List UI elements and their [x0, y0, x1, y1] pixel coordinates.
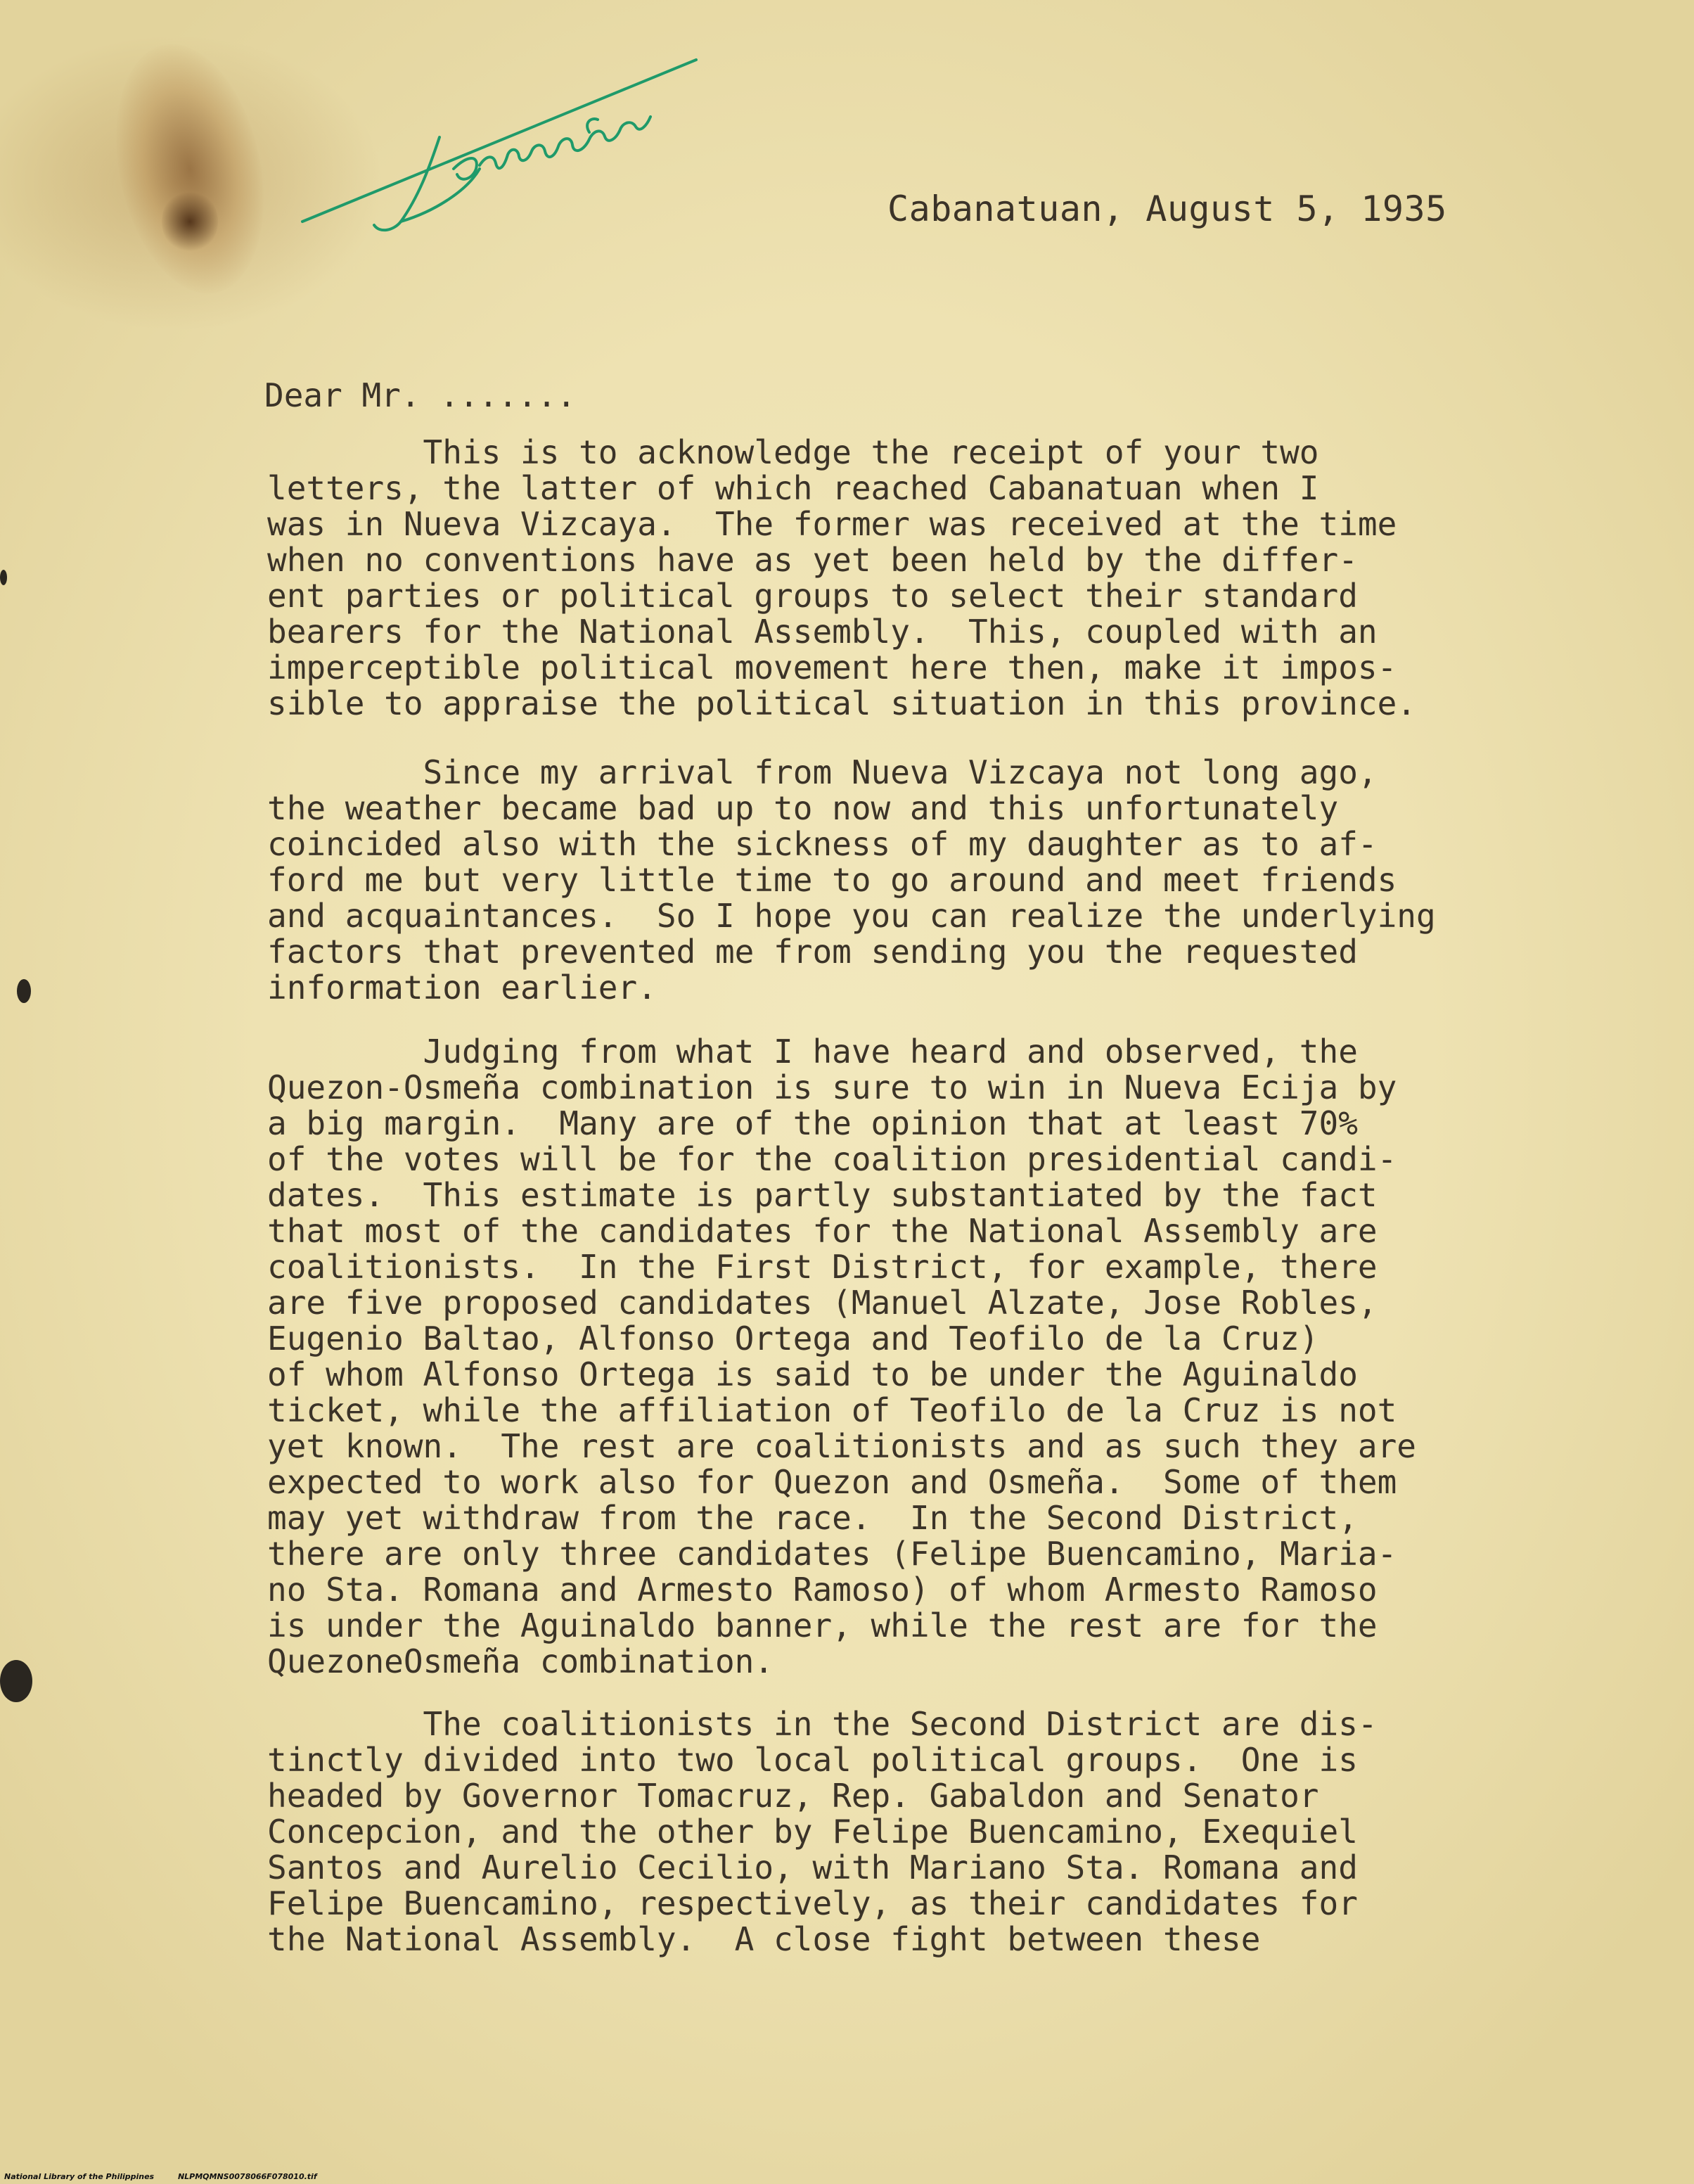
text-line: the weather became bad up to now and this unfortunately [267, 789, 1339, 827]
text-line: are five proposed candidates (Manuel Alzate, Jose Robles, [267, 1284, 1378, 1322]
archive-footer [4, 2172, 317, 2181]
paragraph-2 [267, 755, 1436, 1006]
text-line: Felipe Buencamino, respectively, as their candidates for [267, 1884, 1358, 1922]
text-line: Eugenio Baltao, Alfonso Ortega and Teofilo de la Cruz) [267, 1320, 1319, 1358]
paragraph-4 [267, 1706, 1378, 1958]
edge-mark [0, 570, 7, 585]
edge-mark [0, 1660, 32, 1702]
handwritten-signature [295, 49, 710, 253]
paragraph-1 [267, 435, 1416, 722]
text-line: ticket, while the affiliation of Teofilo de la Cruz is not [267, 1391, 1397, 1429]
text-line: is under the Aguinaldo banner, while the rest are for the [267, 1607, 1378, 1645]
text-line: ent parties or political groups to select their standard [267, 577, 1358, 615]
burn-stain [95, 30, 285, 307]
text-line: QuezoneOsmeña combination. [267, 1642, 774, 1680]
text-line: coalitionists. In the First District, for example, there [267, 1248, 1378, 1286]
text-line: Judging from what I have heard and observed, the [267, 1033, 1358, 1071]
text-line: expected to work also for Quezon and Osmeña. Some of them [267, 1463, 1397, 1501]
text-line: imperceptible political movement here then, make it impos- [267, 649, 1397, 687]
text-line: there are only three candidates (Felipe Buencamino, Maria- [267, 1535, 1397, 1573]
text-line: headed by Governor Tomacruz, Rep. Gabaldon and Senator [267, 1777, 1319, 1815]
text-line: coincided also with the sickness of my daughter as to af- [267, 825, 1378, 863]
text-line: Since my arrival from Nueva Vizcaya not long ago, [267, 753, 1378, 791]
text-line: the National Assembly. A close fight between these [267, 1920, 1261, 1958]
text-line: The coalitionists in the Second District are dis- [267, 1705, 1378, 1743]
text-line: information earlier. [267, 969, 657, 1007]
text-line: and acquaintances. So I hope you can realize the underlying [267, 897, 1436, 935]
letter-date: Cabanatuan, August 5, 1935 [887, 189, 1447, 229]
paragraph-3 [267, 1034, 1416, 1680]
text-line: that most of the candidates for the National Assembly are [267, 1212, 1378, 1250]
text-line: dates. This estimate is partly substantiated by the fact [267, 1176, 1378, 1214]
text-line: Quezon-Osmeña combination is sure to win in Nueva Ecija by [267, 1068, 1397, 1106]
file-id: NLPMQMNS0078066F078010.tif [177, 2172, 317, 2181]
text-line: yet known. The rest are coalitionists and as such they are [267, 1427, 1416, 1465]
text-line: tinctly divided into two local political groups. One is [267, 1741, 1358, 1779]
text-line: may yet withdraw from the race. In the Second District, [267, 1499, 1358, 1537]
text-line: Concepcion, and the other by Felipe Buencamino, Exequiel [267, 1813, 1358, 1851]
archive-name: National Library of the Philippines [4, 2172, 155, 2181]
text-line: ford me but very little time to go around and meet friends [267, 861, 1397, 899]
text-line: letters, the latter of which reached Cabanatuan when I [267, 469, 1319, 507]
text-line: bearers for the National Assembly. This, coupled with an [267, 613, 1378, 651]
text-line: of the votes will be for the coalition presidential candi- [267, 1140, 1397, 1178]
text-line: Santos and Aurelio Cecilio, with Mariano Sta. Romana and [267, 1848, 1358, 1886]
burn-hole [162, 190, 218, 253]
salutation: Dear Mr. ....... [264, 376, 577, 414]
text-line: when no conventions have as yet been held by the differ- [267, 541, 1358, 579]
text-line: factors that prevented me from sending you the requested [267, 933, 1358, 971]
edge-mark [17, 979, 31, 1003]
text-line: of whom Alfonso Ortega is said to be under the Aguinaldo [267, 1355, 1358, 1393]
text-line: This is to acknowledge the receipt of your two [267, 433, 1319, 471]
text-line: sible to appraise the political situation in this province. [267, 684, 1416, 722]
text-line: no Sta. Romana and Armesto Ramoso) of whom Armesto Ramoso [267, 1571, 1378, 1609]
text-line: was in Nueva Vizcaya. The former was received at the time [267, 505, 1397, 543]
text-line: a big margin. Many are of the opinion that at least 70% [267, 1104, 1358, 1142]
